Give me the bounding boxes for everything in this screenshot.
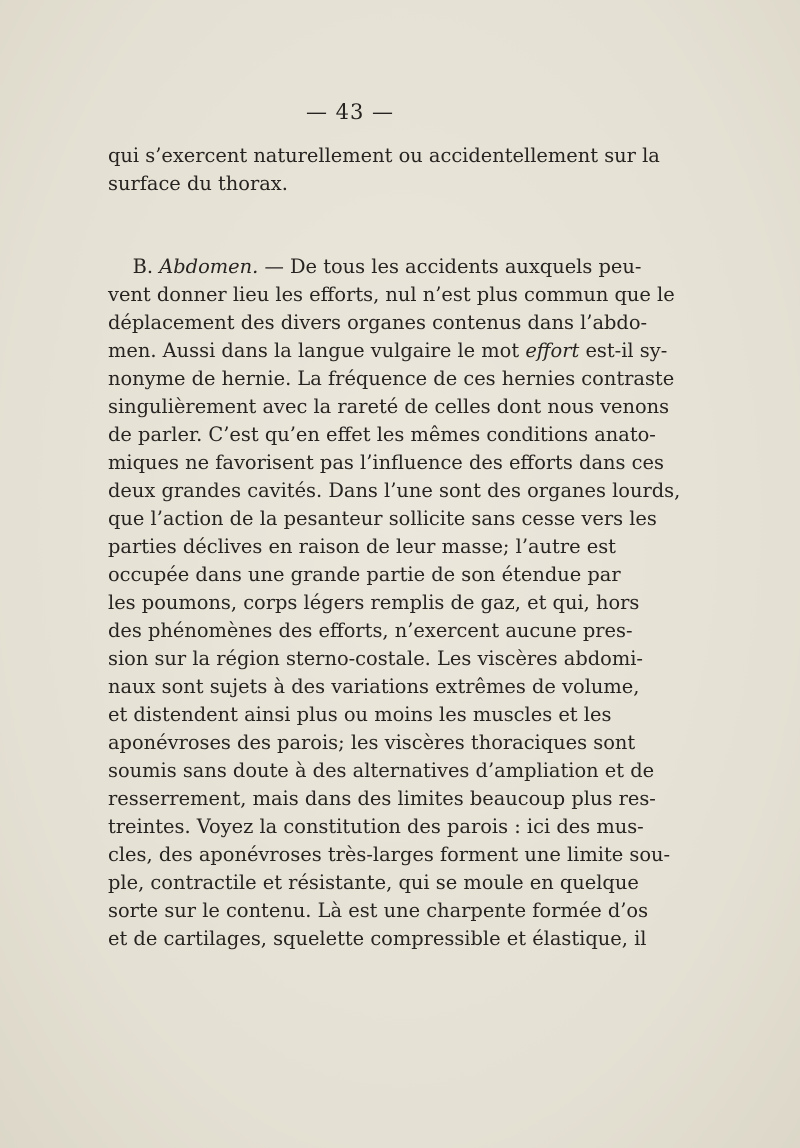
text-line: soumis sans doute à des alternatives d’ampliation et de bbox=[108, 759, 655, 782]
text-line: ple, contractile et résistante, qui se moule en quelque bbox=[108, 871, 639, 894]
text-line: et distendent ainsi plus ou moins les muscles et les bbox=[108, 703, 612, 726]
paragraph-continuation bbox=[108, 142, 660, 198]
emphasis-word: effort bbox=[525, 339, 580, 362]
section-heading: Abdomen. bbox=[159, 255, 259, 278]
section-letter: B. bbox=[132, 255, 154, 278]
text-line: treintes. Voyez la constitution des parois : ici des mus- bbox=[108, 815, 644, 838]
text-line: qui s’exercent naturellement ou accidentellement sur la bbox=[108, 144, 660, 167]
text-line: resserrement, mais dans des limites beaucoup plus res- bbox=[108, 787, 656, 810]
text-line-with-italic bbox=[108, 337, 668, 365]
text-line-first bbox=[108, 253, 642, 281]
text-line: deux grandes cavités. Dans l’une sont des organes lourds, bbox=[108, 479, 681, 502]
text-line: singulièrement avec la rareté de celles dont nous venons bbox=[108, 395, 670, 418]
paragraph-abdomen bbox=[108, 253, 681, 953]
text-line: de parler. C’est qu’en effet les mêmes conditions anato- bbox=[108, 423, 656, 446]
text-line: sion sur la région sterno-costale. Les viscères abdomi- bbox=[108, 647, 643, 670]
text-line: occupée dans une grande partie de son étendue par bbox=[108, 563, 621, 586]
text-line: déplacement des divers organes contenus dans l’abdo- bbox=[108, 311, 648, 334]
text-line: aponévroses des parois; les viscères thoraciques sont bbox=[108, 731, 636, 754]
text-line: parties déclives en raison de leur masse; l’autre est bbox=[108, 535, 616, 558]
page-number: — 43 — bbox=[305, 100, 395, 124]
text-line: que l’action de la pesanteur sollicite sans cesse vers les bbox=[108, 507, 657, 530]
line-text: men. Aussi dans la langue vulgaire le mot bbox=[108, 339, 520, 362]
line-text: est-il sy- bbox=[585, 339, 668, 362]
text-line: des phénomènes des efforts, n’exercent aucune pres- bbox=[108, 619, 633, 642]
text-line: naux sont sujets à des variations extrêmes de volume, bbox=[108, 675, 640, 698]
text-line: les poumons, corps légers remplis de gaz, et qui, hors bbox=[108, 591, 640, 614]
text-line: cles, des aponévroses très-larges forment une limite sou- bbox=[108, 843, 671, 866]
text-line: surface du thorax. bbox=[108, 172, 288, 195]
text-line: nonyme de hernie. La fréquence de ces hernies contraste bbox=[108, 367, 675, 390]
text-line: sorte sur le contenu. Là est une charpente formée d’os bbox=[108, 899, 649, 922]
line-text: — De tous les accidents auxquels peu- bbox=[264, 255, 642, 278]
text-line: vent donner lieu les efforts, nul n’est plus commun que le bbox=[108, 283, 675, 306]
text-line: et de cartilages, squelette compressible et élastique, il bbox=[108, 927, 647, 950]
text-line: miques ne favorisent pas l’influence des efforts dans ces bbox=[108, 451, 664, 474]
